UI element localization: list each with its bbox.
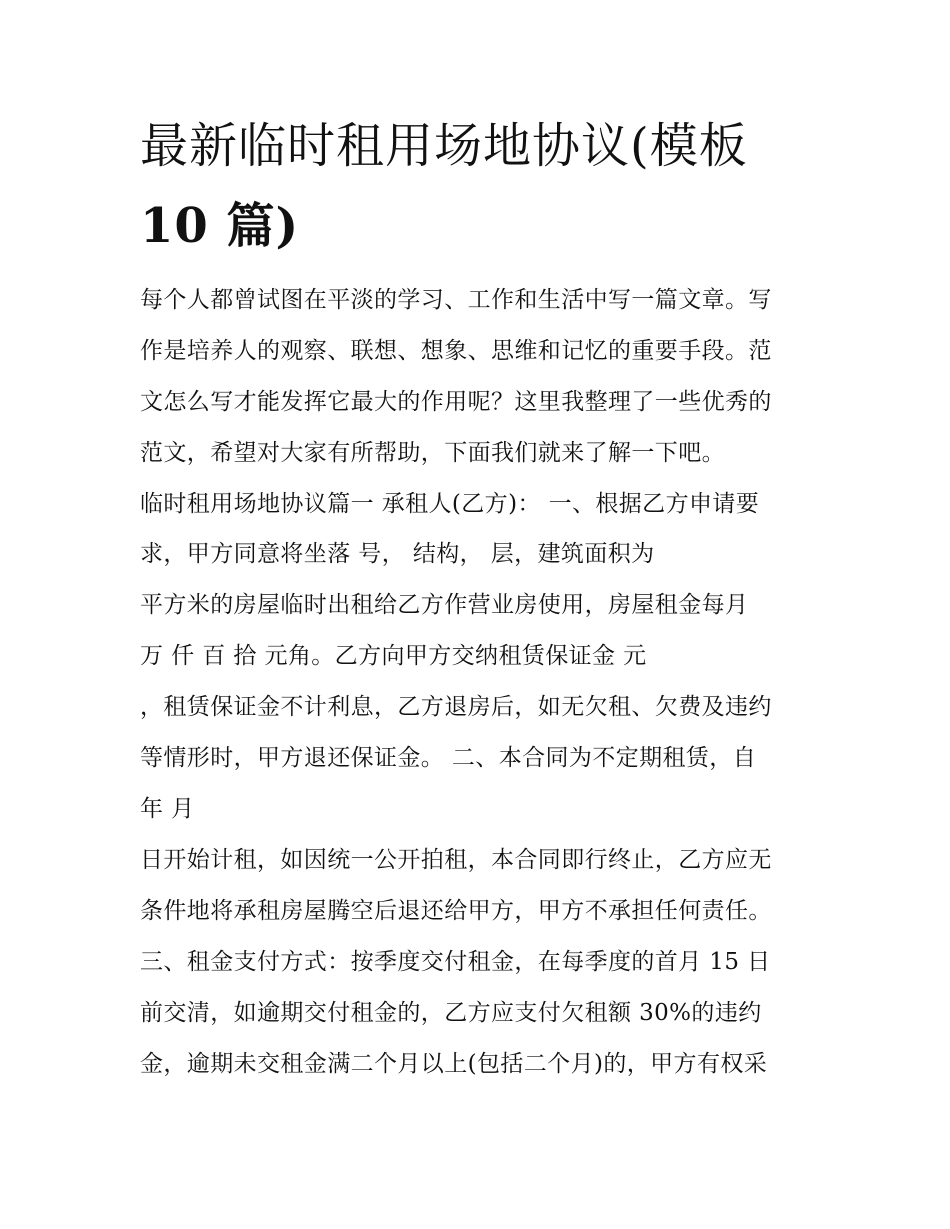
body-line: 平方米的房屋临时出租给乙方作营业房使用，房屋租金每月 bbox=[140, 592, 749, 618]
body-line: 等情形时，甲方退还保证金。 二、本合同为不定期租赁，自 bbox=[140, 745, 757, 771]
body-line: 三、租金支付方式：按季度交付租金，在每季度的首月 15 日 bbox=[140, 949, 771, 975]
document-title-line-1: 最新临时租用场地协议(模板 bbox=[140, 118, 748, 174]
body-line: ，租赁保证金不计利息，乙方退房后，如无欠租、欠费及违约 bbox=[140, 694, 772, 720]
body-line: 日开始计租，如因统一公开拍租，本合同即行终止，乙方应无 bbox=[140, 847, 772, 873]
body-line: 临时租用场地协议篇一 承租人(乙方)： 一、根据乙方申请要 bbox=[140, 491, 760, 517]
body-line: 每个人都曾试图在平淡的学习、工作和生活中写一篇文章。写 bbox=[140, 287, 772, 313]
body-line: 文怎么写才能发挥它最大的作用呢？这里我整理了一些优秀的 bbox=[140, 389, 772, 415]
body-line: 作是培养人的观察、联想、想象、思维和记忆的重要手段。范 bbox=[140, 338, 772, 364]
body-line: 条件地将承租房屋腾空后退还给甲方，甲方不承担任何责任。 bbox=[140, 898, 772, 924]
document-title-line-2: 10 篇) bbox=[140, 198, 300, 254]
body-line: 前交清，如逾期交付租金的，乙方应支付欠租额 30%的违约 bbox=[140, 1000, 762, 1026]
body-line: 求，甲方同意将坐落 号， 结构， 层，建筑面积为 bbox=[140, 541, 655, 567]
body-line: 金，逾期未交租金满二个月以上(包括二个月)的，甲方有权采 bbox=[140, 1051, 768, 1077]
body-line: 年 月 bbox=[140, 796, 195, 822]
body-line: 范文，希望对大家有所帮助，下面我们就来了解一下吧。 bbox=[140, 440, 725, 466]
body-line: 万 仟 百 拾 元角。乙方向甲方交纳租赁保证金 元 bbox=[140, 643, 647, 669]
